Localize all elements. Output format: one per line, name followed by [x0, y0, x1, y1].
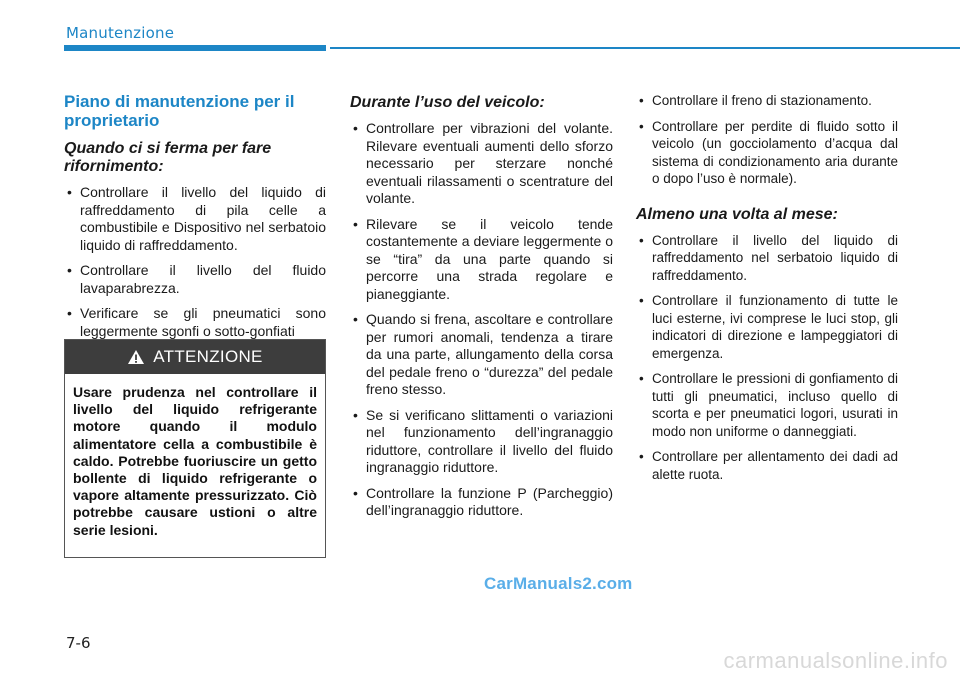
monthly-checklist	[636, 232, 898, 484]
list-item: • Controllare per perdite di fluido sotto il veicolo (un gocciolamento d’acqua dal sistema di condizionamento aria durante o dopo l’uso è normale).	[636, 118, 898, 188]
list-item: • Controllare la funzione P (Parcheggio) dell’ingranaggio riduttore.	[350, 485, 613, 520]
list-item: • Controllare il livello del liquido di raffreddamento di pila celle a combustibile e Dispositivo nel serbatoio liquido di raffreddamento.	[64, 184, 326, 254]
list-item: • Controllare il freno di stazionamento.	[636, 92, 898, 110]
column-3	[636, 92, 898, 491]
section-header: Manutenzione	[66, 24, 175, 42]
header-rule-thick	[64, 45, 326, 51]
list-item: • Controllare per vibrazioni del volante. Rilevare eventuali aumenti dello sforzo necessario per sterzare nonché eventuali rilassamenti o scentrature del volante.	[350, 120, 613, 208]
warning-box	[64, 339, 326, 558]
list-item: • Verificare se gli pneumatici sono leggermente sgonfi o sotto-gonfiati	[64, 305, 326, 340]
list-item: • Controllare le pressioni di gonfiamento di tutti gli pneumatici, incluso quello di scorta e per pneumatici logori, usurati in modo non uniforme o danneggiati.	[636, 370, 898, 440]
list-item: • Rilevare se il veicolo tende costantemente a deviare leggermente o se “tira” da una parte quando si percorre una strada regolare e pianeggiante.	[350, 216, 613, 304]
column-1	[64, 92, 326, 348]
warning-title: ATTENZIONE	[153, 347, 263, 366]
footer-watermark: carmanualsonline.info	[723, 648, 948, 673]
header-rule-thin	[330, 47, 960, 49]
list-item: • Quando si frena, ascoltare e controllare per rumori anomali, tendenza a tirare da una parte, allungamento della corsa del pedale freno o “durezza” del pedale freno stesso.	[350, 311, 613, 399]
list-item: • Controllare il livello del liquido di raffreddamento nel serbatoio liquido di raffreddamento.	[636, 232, 898, 285]
warning-text: Usare prudenza nel controllare il livello del liquido refrigerante motore quando il modulo alimentatore cella a combustibile è caldo. Potrebbe fuoriuscire un getto bollente di liquido refrigerante o vapore altamente pressurizzato. Ciò potrebbe causare ustioni o altre serie lesioni.	[73, 384, 317, 538]
warning-triangle-icon	[127, 349, 145, 365]
page-number: 7-6	[66, 634, 91, 652]
driving-checklist	[350, 120, 613, 520]
list-item: • Controllare il livello del fluido lavaparabrezza.	[64, 262, 326, 297]
section-title: Piano di manutenzione per il proprietario	[64, 92, 295, 130]
subsection-title-refuel: Quando ci si ferma per fare rifornimento:	[64, 140, 272, 175]
list-item: • Controllare per allentamento dei dadi ad alette ruota.	[636, 448, 898, 483]
refuel-checklist	[64, 184, 326, 340]
watermark-link[interactable]: CarManuals2.com	[484, 574, 633, 593]
subsection-title-monthly: Almeno una volta al mese:	[636, 205, 838, 223]
vehicle-checklist	[636, 92, 898, 188]
column-2	[350, 94, 613, 528]
warning-header	[65, 340, 325, 374]
list-item: • Controllare il funzionamento di tutte le luci esterne, ivi comprese le luci stop, gli indicatori di direzione e lampeggiatori di emergenza.	[636, 292, 898, 362]
list-item: • Se si verificano slittamenti o variazioni nel funzionamento dell’ingranaggio riduttore, controllare il livello del fluido ingranaggio riduttore.	[350, 407, 613, 477]
subsection-title-driving: Durante l’uso del veicolo:	[350, 94, 545, 111]
